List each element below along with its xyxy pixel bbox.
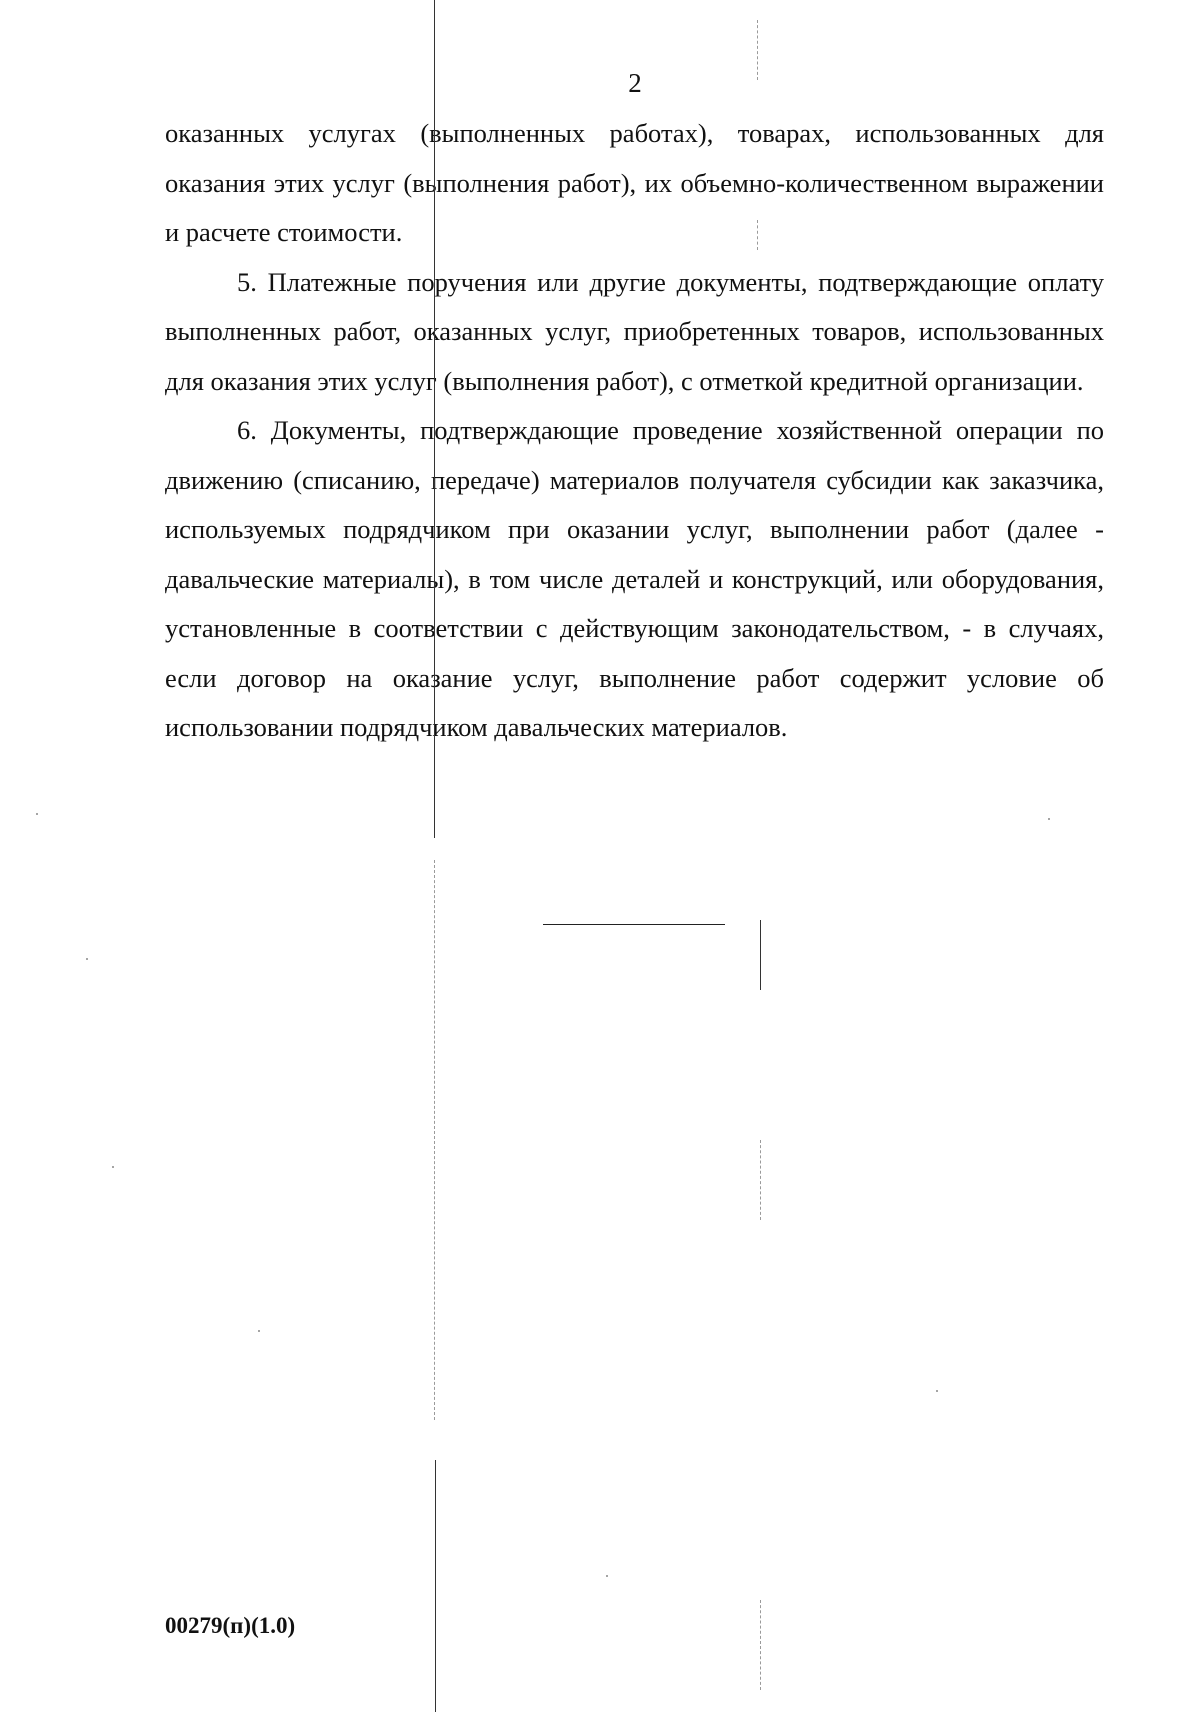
scan-artifact-line: [757, 20, 758, 80]
scan-artifact-line: [757, 220, 758, 250]
paragraph-item-6: 6. Документы, подтверждающие проведение хозяйственной операции по движению (списанию, передаче) материалов получателя субсидии как заказчика, используемых подрядчиком при оказании услуг, выполнении работ (далее - давальческие материалы), в том числе деталей и конструкций, или оборудования, установленные в соответствии с действующим законодательством, - в случаях, если договор на оказание услуг, выполнение работ содержит условие об использовании подрядчиком давальческих материалов.: [165, 415, 1104, 742]
scan-artifact-line: [760, 1140, 761, 1220]
scan-artifact-speck: [36, 813, 38, 815]
paragraph-item-5: 5. Платежные поручения или другие документы, подтверждающие оплату выполненных работ, оказанных услуг, приобретенных товаров, использованных для оказания этих услуг (выполнения работ), с отметкой кредитной организации.: [165, 266, 1104, 396]
scan-artifact-line: [760, 1600, 761, 1690]
scan-artifact-speck: [1048, 818, 1050, 820]
scan-artifact-line: [434, 860, 435, 1420]
page-number: 2: [628, 68, 642, 98]
document-code: 00279(п)(1.0): [165, 1613, 296, 1638]
scan-artifact-speck: [936, 1390, 938, 1392]
scan-artifact-line: [435, 1460, 436, 1712]
body-text: [165, 109, 1104, 753]
scan-artifact-line: [760, 920, 761, 990]
paragraph-continuation: оказанных услугах (выполненных работах), товарах, использованных для оказания этих услуг (выполнения работ), их объемно-количественном выражении и расчете стоимости.: [165, 118, 1104, 247]
scan-artifact-line: [434, 0, 435, 838]
scan-artifact-speck: [606, 1575, 608, 1577]
closing-rule: [543, 924, 725, 925]
scan-artifact-speck: [86, 958, 88, 960]
scan-artifact-speck: [112, 1166, 114, 1168]
scan-artifact-speck: [258, 1330, 260, 1332]
